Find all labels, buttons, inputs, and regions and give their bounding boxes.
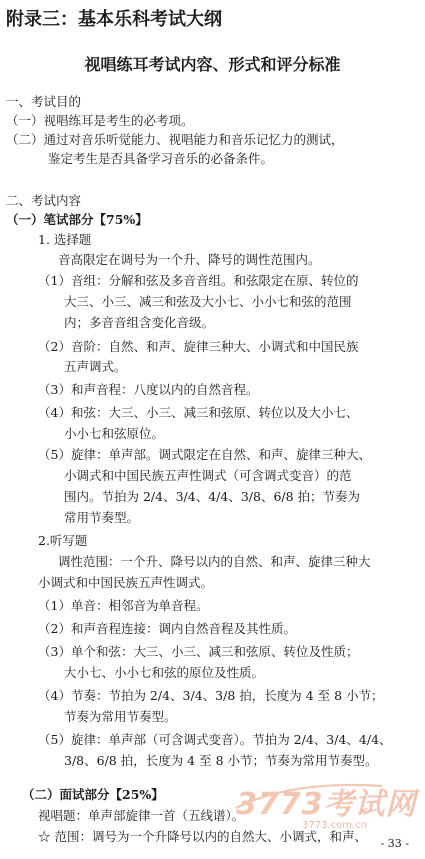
paragraph-line: （5）旋律：单声部（可含调式变音）。节拍为 2/4、3/4、4/4、 <box>38 732 392 747</box>
paragraph-line: （4）节奏：节拍为 2/4、3/4、3/8 拍，长度为 4 至 8 小节； <box>38 688 384 703</box>
paragraph-line: 常用节奏型。 <box>64 510 140 525</box>
paragraph-line: （二）通过对音乐听觉能力、视唱能力和音乐记忆力的测试， <box>6 132 344 147</box>
paragraph-line: 围内。节拍为 2/4、3/4、4/4、3/8、6/8 拍；节奏为 <box>64 489 361 504</box>
paragraph-line: 内；多音音组含变化音级。 <box>64 315 215 330</box>
paragraph-line: 小小七和弦原位。 <box>64 426 165 441</box>
paragraph-line: （一）视唱练耳是考生的必考项。 <box>6 113 194 128</box>
section-heading-content: 二、考试内容 <box>6 193 82 208</box>
watermark-logo <box>232 778 420 832</box>
watermark-brand-text: 3773考试网 <box>236 787 417 822</box>
paragraph-line: 节奏为常用节奏型。 <box>64 709 177 724</box>
paragraph-line: 视唱题：单声部旋律一首（五线谱）。 <box>38 808 245 823</box>
paragraph-line: （3）和声音程：八度以内的自然音程。 <box>38 382 259 397</box>
paragraph-line: （1）音组：分解和弦及多音音组。和弦限定在原、转位的 <box>38 273 359 288</box>
paragraph-line: （2）和声音程连接：调内自然音程及其性质。 <box>38 621 296 636</box>
written-exam-label: （一）笔试部分【75%】 <box>6 212 148 227</box>
paragraph-line: 鉴定考生是否具备学习音乐的必备条件。 <box>48 151 274 166</box>
paragraph-line: ☆ 范围：调号为一个升降号以内的自然大、小调式，和声、 <box>38 829 367 844</box>
paragraph-line: 大三、小三、减三和弦及大小七、小小七和弦的范围 <box>64 294 352 309</box>
paragraph-line: 小调式和中国民族五声性调式。 <box>38 575 214 590</box>
watermark-url-text: 3773.com.cn <box>302 820 367 831</box>
interview-exam-label: （二）面试部分【25%】 <box>22 787 164 802</box>
section-heading-purpose: 一、考试目的 <box>6 94 82 109</box>
paragraph-line: 小调式和中国民族五声性调式（可含调式变音）的范 <box>64 468 352 483</box>
appendix-title: 附录三：基本乐科考试大纲 <box>6 9 222 30</box>
paragraph-line: 调性范围：一个升、降号以内的自然、和声、旋律三种大 <box>58 554 371 569</box>
paragraph-line: 音高限定在调号为一个升、降号的调性范围内。 <box>58 252 321 267</box>
paragraph-line: （3）单个和弦：大三、小三、减三和弦原、转位及性质； <box>38 644 359 659</box>
paragraph-line: 大小七、小小七和弦的原位及性质。 <box>64 665 265 680</box>
document-title: 视唱练耳考试内容、形式和评分标准 <box>84 55 341 74</box>
paragraph-line: （4）和弦：大三、小三、减三和弦原、转位以及大小七、 <box>38 405 359 420</box>
question-label: 1. 选择题 <box>38 232 92 247</box>
page-number: - 33 - <box>380 837 409 850</box>
question-label: 2.听写题 <box>38 533 88 548</box>
paragraph-line: 五声调式。 <box>64 359 127 374</box>
paragraph-line: （5）旋律：单声部。调式限定在自然、和声、旋律三种大、 <box>38 447 371 462</box>
paragraph-line: 3/8、6/8 拍，长度为 4 至 8 小节；节奏为常用节奏型。 <box>64 753 378 768</box>
paragraph-line: （1）单音：相邻音为单音程。 <box>38 598 209 613</box>
paragraph-line: （2）音阶：自然、和声、旋律三种大、小调式和中国民族 <box>38 339 359 354</box>
